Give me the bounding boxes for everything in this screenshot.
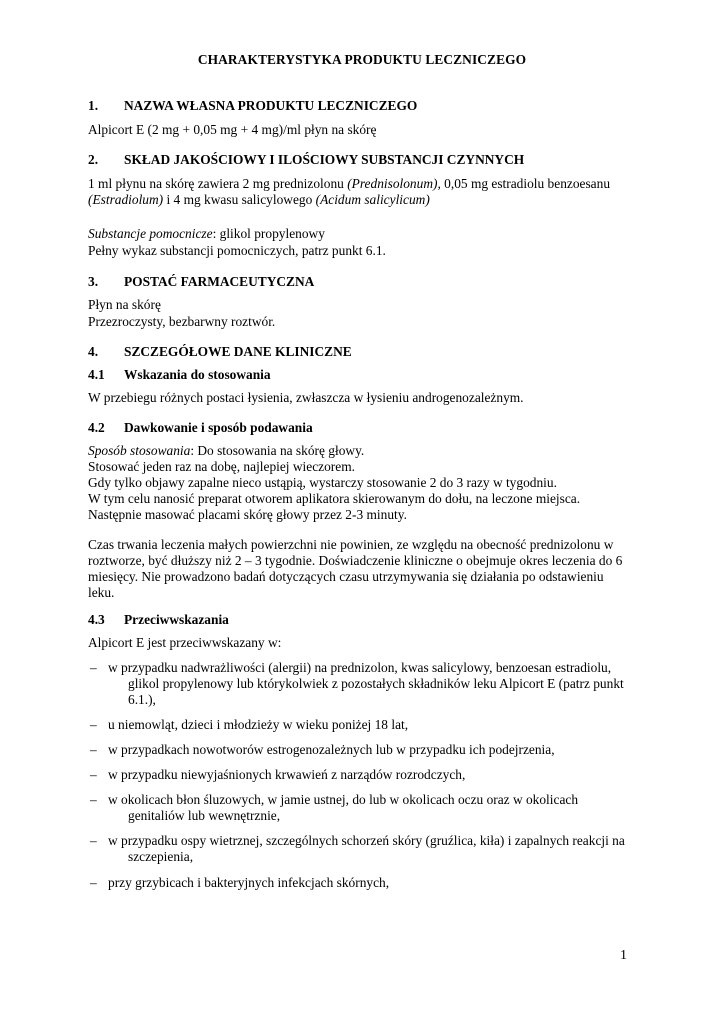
excipients-value: : glikol propylenowy (212, 226, 325, 241)
duration-line-4: leku. (88, 585, 115, 600)
list-item (88, 767, 648, 783)
dash-bullet: – (90, 717, 97, 732)
dash-bullet: – (90, 742, 97, 757)
list-item-continuation: glikol propylenowy lub którykolwiek z pozostałych składników leku Alpicort E (patrz punkt (128, 676, 624, 691)
list-item-first-line: w okolicach błon śluzowych, w jamie ustnej, do lub w okolicach oczu oraz w okolicach (108, 792, 579, 807)
list-item-continuation: szczepienia, (128, 849, 194, 864)
section-1-heading (88, 98, 648, 114)
list-item-first-line: w przypadku ospy wietrznej, szczególnych schorzeń skóry (gruźlica, kiła) i zapalnych reakcji na (108, 833, 625, 848)
product-name-text: Alpicort E (2 mg + 0,05 mg + 4 mg)/ml płyn na skórę (88, 122, 377, 137)
contraindications-intro: Alpicort E jest przeciwwskazany w: (88, 635, 282, 650)
section-number: 3. (88, 274, 99, 289)
latin-name: (Acidum salicylicum) (315, 192, 430, 207)
dash-bullet: – (90, 767, 97, 782)
list-item-text (88, 792, 648, 824)
dash-bullet: – (90, 833, 97, 848)
subsection-number: 4.2 (88, 420, 105, 435)
composition-text: 1 ml płynu na skórę zawiera 2 mg prednizolonu (88, 176, 348, 191)
list-item (88, 742, 648, 758)
subsection-title: Przeciwwskazania (124, 612, 229, 627)
latin-name: (Prednisolonum), (347, 176, 441, 191)
section-2-heading (88, 152, 648, 168)
list-item-first-line: u niemowląt, dzieci i młodzieży w wieku poniżej 18 lat, (108, 717, 409, 732)
form-line-2: Przezroczysty, bezbarwny roztwór. (88, 314, 276, 329)
duration-line-2: roztworze, być dłuższy niż 2 – 3 tygodnie. Doświadczenie kliniczne o obejmuje okres leczenia do 6 (88, 553, 623, 568)
section-title: SKŁAD JAKOŚCIOWY I ILOŚCIOWY SUBSTANCJI CZYNNYCH (124, 152, 525, 167)
subsection-number: 4.1 (88, 367, 105, 382)
list-item-continuation: genitaliów lub wewnętrznie, (128, 808, 281, 823)
composition-text: i 4 mg kwasu salicylowego (163, 192, 316, 207)
dosage-label: Sposób stosowania (88, 443, 191, 458)
list-item-text (88, 742, 648, 758)
list-item-first-line: w przypadku niewyjaśnionych krwawień z narządów rozrodczych, (108, 767, 466, 782)
subsection-4-2-heading (88, 420, 648, 436)
dash-bullet: – (90, 875, 97, 890)
list-item-text (88, 833, 648, 865)
list-item (88, 833, 648, 865)
list-item (88, 660, 648, 708)
section-3-heading (88, 274, 648, 290)
subsection-4-3-heading (88, 612, 648, 628)
dosage-line-4: W tym celu nanosić preparat otworem aplikatora skierowanym do dołu, na leczone miejsca. (88, 491, 581, 506)
duration-line-3: miesięcy. Nie prowadzono badań dotyczących czasu utrzymywania się działania po odstawieniu (88, 569, 604, 584)
list-item-first-line: w przypadkach nowotworów estrogenozależnych lub w przypadku ich podejrzenia, (108, 742, 555, 757)
section-title: POSTAĆ FARMACEUTYCZNA (124, 274, 315, 289)
dosage-text: : Do stosowania na skórę głowy. (190, 443, 365, 458)
subsection-4-1-heading (88, 367, 648, 383)
duration-line-1: Czas trwania leczenia małych powierzchni nie powinien, ze względu na obecność prednizolonu w (88, 537, 614, 552)
list-item-first-line: w przypadku nadwrażliwości (alergii) na prednizolon, kwas salicylowy, benzoesan estradiolu, (108, 660, 612, 675)
composition-text: 0,05 mg estradiolu benzoesanu (440, 176, 611, 191)
section-title: SZCZEGÓŁOWE DANE KLINICZNE (124, 344, 352, 359)
list-item-continuation: 6.1.), (128, 692, 156, 707)
list-item-text (88, 875, 648, 891)
section-title: NAZWA WŁASNA PRODUKTU LECZNICZEGO (124, 98, 418, 113)
dosage-line-2: Stosować jeden raz na dobę, najlepiej wieczorem. (88, 459, 355, 474)
section-number: 1. (88, 98, 99, 113)
excipients-label: Substancje pomocnicze (88, 226, 213, 241)
page-number: 1 (620, 948, 627, 963)
dash-bullet: – (90, 792, 97, 807)
section-number: 4. (88, 344, 99, 359)
form-line-1: Płyn na skórę (88, 297, 161, 312)
section-4-heading (88, 344, 648, 360)
dosage-line-5: Następnie masować placami skórę głowy przez 2-3 minuty. (88, 507, 407, 522)
latin-name: (Estradiolum) (88, 192, 164, 207)
list-item (88, 875, 648, 891)
composition-paragraph (88, 176, 648, 208)
dosage-line-3: Gdy tylko objawy zapalne nieco ustąpią, wystarczy stosowanie 2 do 3 razy w tygodniu. (88, 475, 557, 490)
subsection-number: 4.3 (88, 612, 105, 627)
dosage-line-1 (88, 443, 648, 459)
list-item (88, 717, 648, 733)
list-item (88, 792, 648, 824)
section-number: 2. (88, 152, 99, 167)
subsection-title: Wskazania do stosowania (124, 367, 271, 382)
list-item-text (88, 717, 648, 733)
excipients-reference: Pełny wykaz substancji pomocniczych, patrz punkt 6.1. (88, 243, 386, 258)
document-title: CHARAKTERYSTYKA PRODUKTU LECZNICZEGO (197, 52, 527, 67)
indications-text: W przebiegu różnych postaci łysienia, zwłaszcza w łysieniu androgenozależnym. (88, 390, 524, 405)
list-item-text (88, 767, 648, 783)
dash-bullet: – (90, 660, 97, 675)
excipients-line (88, 226, 648, 242)
subsection-title: Dawkowanie i sposób podawania (124, 420, 313, 435)
list-item-first-line: przy grzybicach i bakteryjnych infekcjach skórnych, (108, 875, 390, 890)
list-item-text (88, 660, 648, 708)
